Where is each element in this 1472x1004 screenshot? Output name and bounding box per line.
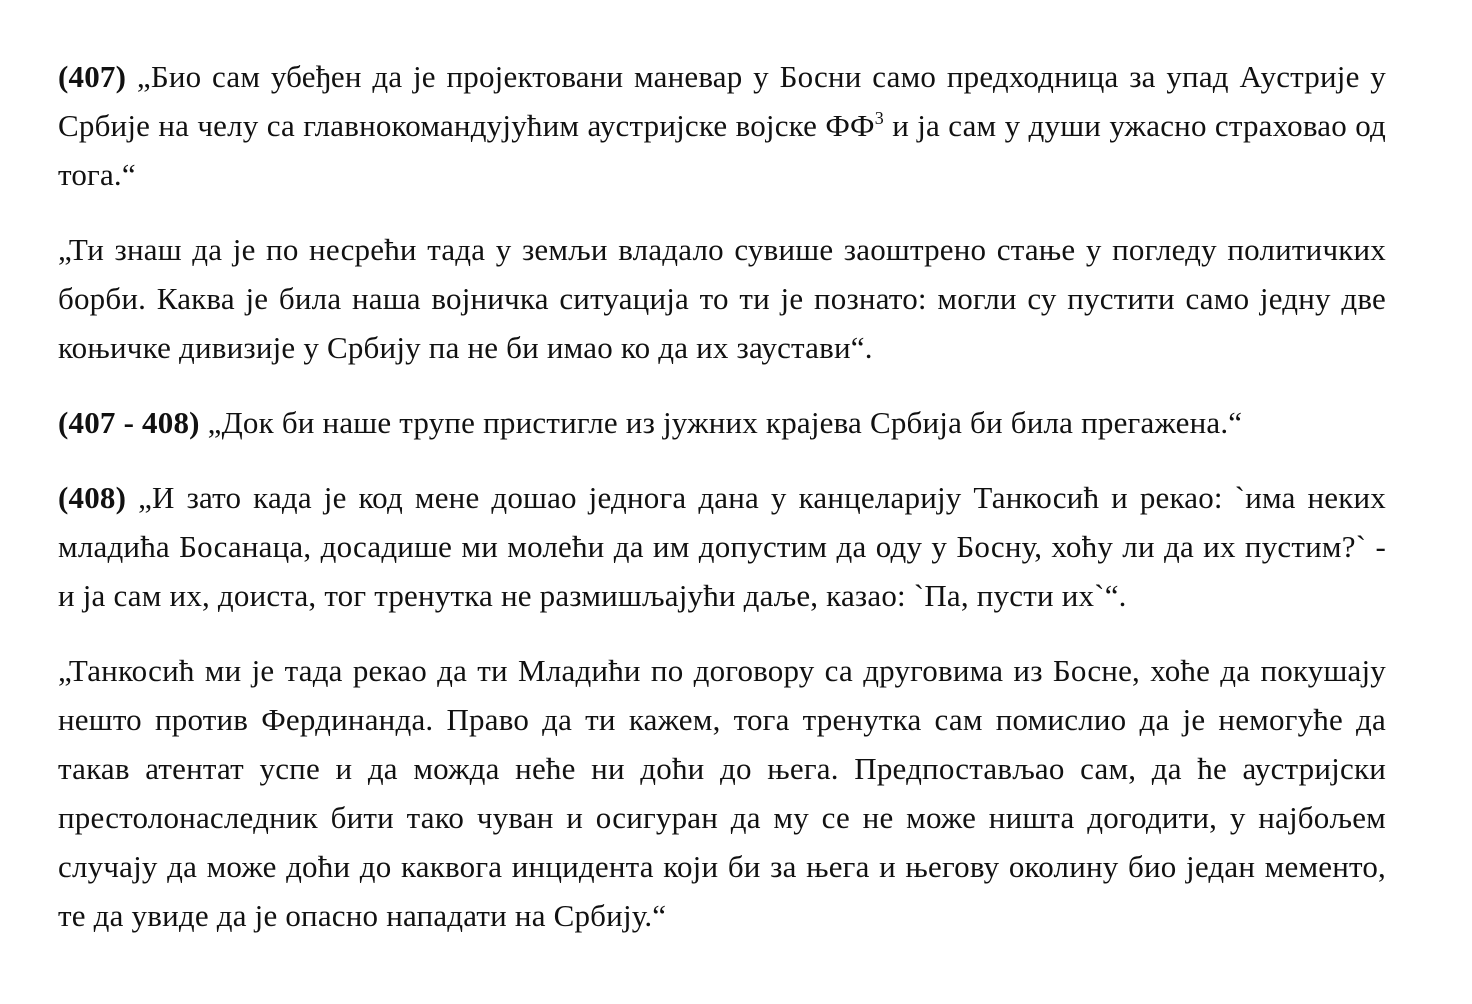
paragraph-407-408 (58, 398, 1386, 447)
page-reference: (407 - 408) (58, 405, 200, 440)
paragraph-407 (58, 52, 1386, 199)
page-reference: (408) (58, 480, 127, 515)
paragraph-text-continued: и ја сам у души ужасно страховао од тога.“ (58, 108, 1386, 192)
paragraph-408 (58, 473, 1386, 620)
paragraph-text: „Био сам убеђен да је пројектовани маневар у Босни само предходница за упад Аустрије у Србије на челу са главнокомандујућим аустријске војске ФФ (58, 59, 1386, 143)
document-page (58, 52, 1386, 966)
paragraph-tankosic (58, 646, 1386, 940)
footnote-marker: 3 (874, 108, 884, 128)
paragraph-text: „Ти знаш да је по несрећи тада у земљи владало сувише заоштрено стање у погледу политичких борби. Каква је била наша војничка ситуација то ти је познато: могли су пустити само једну две коњичке дивизије у Србију па не би имао ко да их заустави“. (58, 232, 1386, 365)
paragraph-text: „Док би наше трупе пристигле из јужних крајева Србија би била прегажена.“ (199, 405, 1243, 440)
paragraph-text: „Танкосић ми је тада рекао да ти Младићи по договору са друговима из Босне, хоће да покушају нешто против Фердинанда. Право да ти кажем, тога тренутка сам помислио да је немогуће да такав атентат успе и да можда неће ни доћи до њега. Предпостављао сам, да ће аустријски престолонаследник бити тако чуван и осигуран да му се не може ништа догодити, у најбољем случају да може доћи до каквога инцидента који би за њега и његову околину био један мементо, те да увиде да је опасно нападати на Србију.“ (58, 653, 1386, 933)
page-reference: (407) (58, 59, 127, 94)
paragraph-text: „И зато када је код мене дошао једнога дана у канцеларију Танкосић и рекао: `има неких младића Босанаца, досадише ми молећи да им допустим да оду у Босну, хоћу ли да их пустим?` - и ја сам их, доиста, тог тренутка не размишљајући даље, казао: `Па, пусти их`“. (58, 480, 1386, 613)
paragraph-political-situation (58, 225, 1386, 372)
